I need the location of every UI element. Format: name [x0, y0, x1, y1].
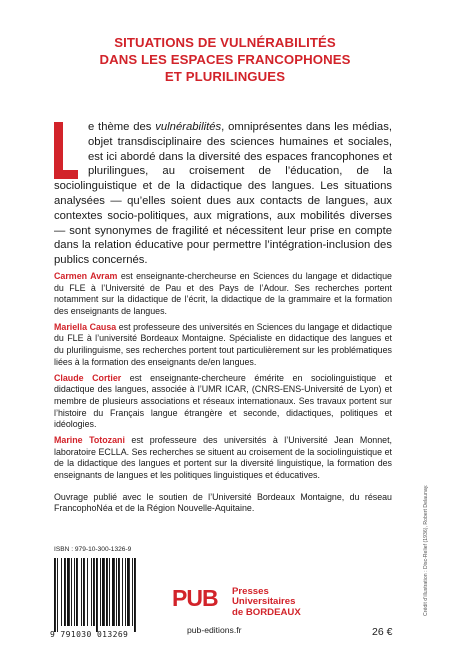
- intro-italic-term: vulnérabilités: [155, 121, 222, 133]
- support-note: Ouvrage publié avec le soutien de l’Université Bordeaux Montaigne, du réseau FrancophoNéa et de la Région Nouvelle-Aquitaine.: [54, 491, 392, 514]
- intro-text-rest: , omniprésentes dans les médias, objet transdisciplinaire des sciences humaines et sociales, est ici abordé dans la diversité des espaces francophones et plurilingues, au croisement de l’éducation, de la sociolinguistique et de la didactique des langues. Les situations analysées — qu’elles soient dues aux contacts de langues, aux contextes socio-politiques, aux migrations, aux mobilités diverses — sont synonymes de fragilité et nécessitent leur prise en compte dans la relation éducative pour permettre l’intégration-inclusion des publics concernés.: [54, 121, 392, 267]
- intro-paragraph: [54, 120, 392, 268]
- author-description: est professeure des universités à l’Université Jean Monnet, laboratoire ECLLA. Ses recherches se situent au croisement de la sociolinguistique et de la didactique des langues et portent sur la diversité linguistique, la formation des enseignants de langues et les politiques linguistiques et éducatives.: [54, 435, 392, 480]
- author-description: est enseignante-chercheure émérite en sociolinguistique et didactique des langues, associée à l’UMR ICAR, (CNRS-ENS-Université de Lyon) et membre de plusieurs associations et réseaux internationaux. Ses travaux portent sur l’histoire du Français langue étrangère et seconde, didactiques, politiques et idéologies.: [54, 372, 393, 430]
- author-name: Claude Cortier: [54, 372, 122, 383]
- author-name: Marine Totozani: [54, 435, 125, 446]
- barcode-digits: 9 791030 013269: [50, 630, 129, 639]
- author-name: Mariella Causa: [54, 321, 117, 332]
- isbn-label: ISBN : 979-10-300-1326-9: [54, 546, 132, 553]
- author-name: Carmen Avram: [54, 271, 118, 281]
- author-bio: [54, 322, 392, 368]
- book-title: [0, 34, 450, 85]
- dropcap-l-letter: [54, 122, 78, 179]
- author-description: est enseignante-chercheurse en Sciences du langage et didactique du FLE à l’Université de Pau et des Pays de l’Adour. Ses recherches portent notamment sur la didactique de l’écrit, la didactique de la grammaire et la formation des enseignants de langues.: [54, 271, 392, 316]
- intro-text-start: e thème des: [88, 121, 156, 133]
- illustration-credit: [423, 484, 432, 620]
- illustration-credit-text: Crédit d’illustration : Disc-Relief (1936), Robert Delaunay.: [423, 484, 429, 616]
- title-line-3: ET PLURILINGUES: [164, 69, 286, 84]
- publisher-name-line-1: Presses: [232, 586, 269, 597]
- author-bio: [54, 373, 392, 431]
- publisher-name-line-3: de BORDEAUX: [232, 606, 301, 618]
- author-description: est professeure des universités en Sciences du langage et didactique du FLE à l’université Bordeaux Montaigne. Spécialiste en didactique des langues et du plurilinguisme, ses recherches portent tout particulièrement sur les problématiques liées à la formation des enseignants de/en langues.: [54, 321, 393, 367]
- authors-section: [54, 271, 392, 524]
- barcode-image: [54, 558, 154, 632]
- publisher-logo: [172, 581, 402, 641]
- title-line-2: DANS LES ESPACES FRANCOPHONES: [99, 52, 351, 67]
- price-label: 26 €: [372, 626, 393, 638]
- publisher-website: pub-editions.fr: [187, 625, 242, 635]
- publisher-name-line-2: Universitaires: [232, 596, 296, 608]
- pub-logo-mark: PUB: [172, 585, 218, 611]
- title-line-1: SITUATIONS DE VULNÉRABILITÉS: [114, 35, 336, 50]
- publisher-name: [232, 587, 301, 618]
- author-bio: [54, 271, 392, 317]
- author-bio: [54, 435, 392, 481]
